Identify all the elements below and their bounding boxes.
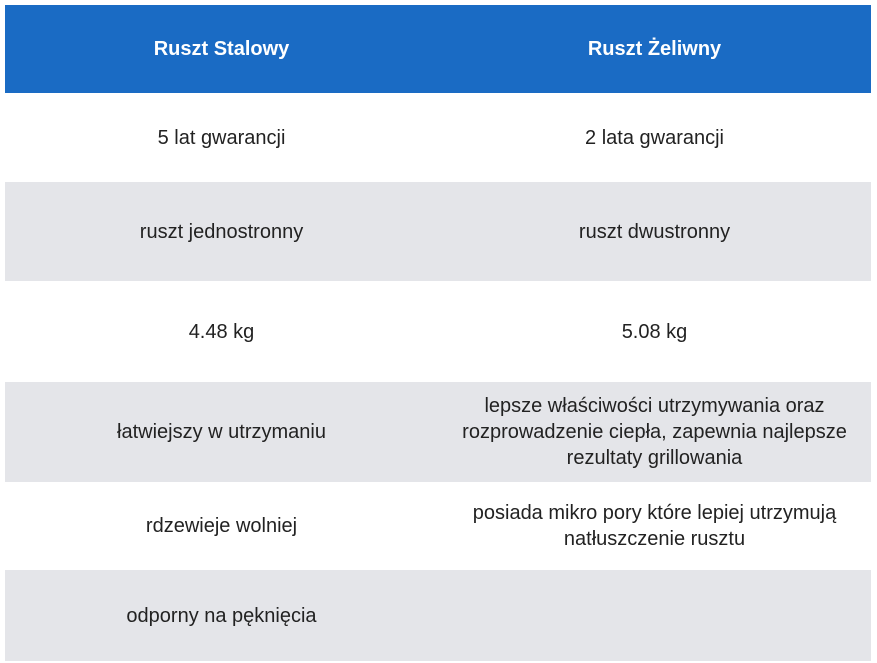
cell-cast-iron — [438, 570, 871, 661]
cell-steel: odporny na pęknięcia — [126, 604, 317, 627]
table-row — [5, 570, 871, 661]
table-row — [5, 382, 871, 482]
header-cell-cast-iron: Ruszt Żeliwny — [587, 38, 722, 60]
cell-steel: rdzewieje wolniej — [145, 515, 298, 537]
cell-steel: łatwiejszy w utrzymaniu — [117, 421, 326, 443]
cell-steel: 4.48 kg — [188, 320, 255, 343]
cell-cast-iron: 5.08 kg — [621, 320, 688, 343]
table-row — [5, 281, 871, 382]
table-row — [5, 482, 871, 570]
cell-cast-iron: lepsze właściwości utrzymywania oraz rozprowadzenie ciepła, zapewnia najlepsze rezultaty grillowania — [462, 395, 847, 469]
table-row — [5, 182, 871, 281]
header-cell-steel: Ruszt Stalowy — [153, 38, 290, 60]
table-row — [5, 93, 871, 182]
comparison-table — [5, 5, 871, 661]
cell-steel: ruszt jednostronny — [139, 220, 304, 243]
cell-cast-iron: ruszt dwustronny — [578, 220, 731, 243]
cell-cast-iron: 2 lata gwarancji — [585, 126, 724, 149]
cell-cast-iron: posiada mikro pory które lepiej utrzymują natłuszczenie rusztu — [472, 502, 837, 550]
cell-steel: 5 lat gwarancji — [157, 126, 286, 149]
table-header-row — [5, 5, 871, 93]
